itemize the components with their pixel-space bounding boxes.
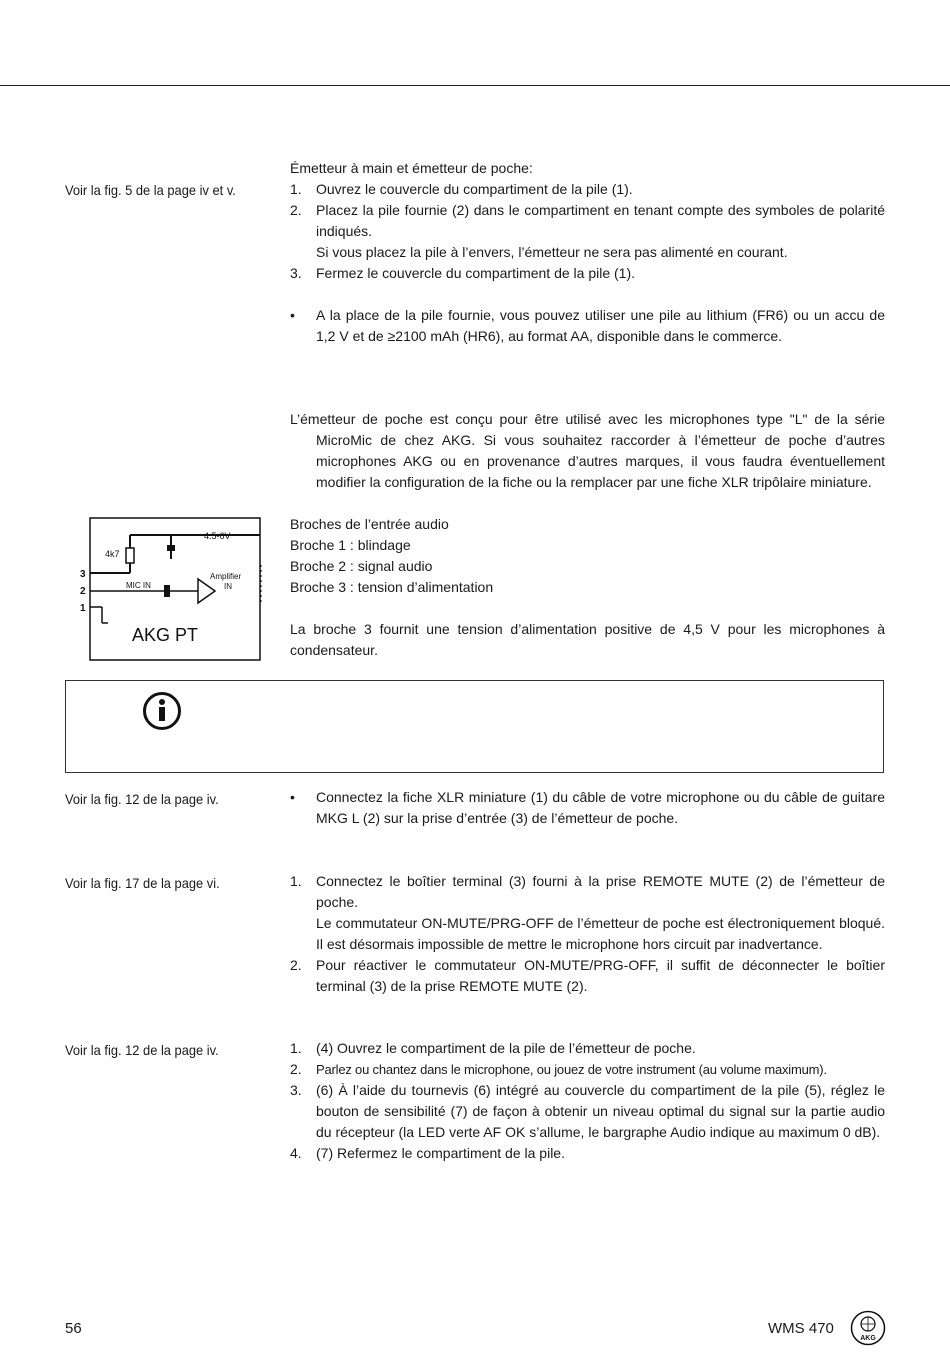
bullet-text: Connectez la fiche XLR miniature (1) du câble de votre microphone ou du câble de guitare MKG L (2) sur la prise d’entrée (3) de l’émetteur de poche. bbox=[316, 789, 885, 826]
step-number: 2. bbox=[290, 957, 302, 973]
pin-2: Broche 2 : signal audio bbox=[290, 558, 433, 574]
page-number: 56 bbox=[65, 1320, 82, 1337]
bullet-text: A la place de la pile fournie, vous pouvez utiliser une pile au lithium (FR6) ou un accu de 1,2 V et de ≥2100 mAh (HR6), au format AA, disponible dans le commerce. bbox=[316, 307, 885, 344]
step-text: Placez la pile fournie (2) dans le compartiment en tenant compte des symboles de polarité indiqués. bbox=[316, 202, 885, 239]
voltage-label: 4.5-6V bbox=[204, 531, 231, 541]
step-number: 1. bbox=[290, 181, 302, 197]
step-number: 3. bbox=[290, 265, 302, 281]
info-icon bbox=[142, 691, 182, 731]
model-name: WMS 470 bbox=[768, 1320, 834, 1337]
logo-text: AKG bbox=[860, 1335, 876, 1342]
brand-label: AKG PT bbox=[132, 625, 199, 645]
battery-section bbox=[290, 158, 885, 347]
step-number: 1. bbox=[290, 873, 302, 889]
list-item bbox=[290, 1143, 885, 1164]
resistor-label: 4k7 bbox=[105, 549, 120, 559]
battery-intro: Émetteur à main et émetteur de poche: bbox=[290, 160, 533, 176]
list-item bbox=[290, 1038, 885, 1059]
list-item bbox=[290, 1080, 885, 1143]
list-item bbox=[290, 1059, 885, 1080]
bullet-item bbox=[290, 305, 885, 347]
list-item bbox=[290, 955, 885, 997]
bullet-item bbox=[290, 787, 885, 829]
step-text: Pour réactiver le commutateur ON-MUTE/PRG-OFF, il suffit de déconnecter le boîtier terminal (3) de la prise REMOTE MUTE (2). bbox=[316, 957, 885, 994]
step-text: (6) À l’aide du tournevis (6) intégré au couvercle du compartiment de la pile (5), réglez le bouton de sensibilité (7) de façon à obtenir un niveau optimal du signal sur la partie audio du récepteur (la LED verte AF OK s’allume, le bargraphe Audio indique au maximum 0 dB). bbox=[316, 1082, 885, 1140]
step-text: (4) Ouvrez le compartiment de la pile de l’émetteur de poche. bbox=[316, 1040, 696, 1056]
connect-section bbox=[290, 787, 885, 829]
mic-paragraph: L’émetteur de poche est conçu pour être utilisé avec les microphones type "L" de la série MicroMic de chez AKG. Si vous souhaitez raccorder à l’émetteur de poche d’autres microphones AKG ou en provenance d’autres marques, il vous faudra éventuellement modifier la configuration de la fiche ou la remplacer par une fiche XLR tripôlaire miniature. bbox=[290, 411, 885, 490]
side-note-fig5: Voir la fig. 5 de la page iv et v. bbox=[65, 182, 236, 198]
side-note-fig12-b: Voir la fig. 12 de la page iv. bbox=[65, 1042, 219, 1058]
pin2-label: 2 bbox=[80, 586, 86, 597]
step-extra: Le commutateur ON-MUTE/PRG-OFF de l’émetteur de poche est électroniquement bloqué. Il est désormais impossible de mettre le microphone hors circuit par inadvertance. bbox=[316, 915, 885, 952]
step-number: 2. bbox=[290, 202, 302, 218]
sensitivity-section bbox=[290, 1038, 885, 1164]
step-text: Ouvrez le couvercle du compartiment de la pile (1). bbox=[316, 181, 633, 197]
mic-section bbox=[290, 409, 885, 493]
step-number: 4. bbox=[290, 1145, 302, 1161]
supply-tap-block bbox=[167, 545, 175, 551]
header-rule bbox=[0, 85, 950, 86]
side-note-fig12: Voir la fig. 12 de la page iv. bbox=[65, 791, 219, 807]
step-number: 1. bbox=[290, 1040, 302, 1056]
input-circuit-diagram bbox=[80, 515, 270, 663]
pin-1: Broche 1 : blindage bbox=[290, 537, 411, 553]
capacitor bbox=[164, 585, 170, 597]
amplifier-symbol bbox=[198, 579, 215, 603]
pin-3: Broche 3 : tension d’alimentation bbox=[290, 579, 494, 595]
step-text: Connectez le boîtier terminal (3) fourni à la prise REMOTE MUTE (2) de l’émetteur de poche. bbox=[316, 873, 885, 910]
amp-in-label: IN bbox=[224, 582, 232, 591]
step-text: Fermez le couvercle du compartiment de la pile (1). bbox=[316, 265, 636, 281]
bullet-mark: • bbox=[290, 789, 295, 805]
pins-section bbox=[290, 514, 885, 661]
side-note-fig17: Voir la fig. 17 de la page vi. bbox=[65, 875, 220, 891]
step-extra: Si vous placez la pile à l’envers, l’émetteur ne sera pas alimenté en courant. bbox=[316, 244, 788, 260]
akg-logo-icon bbox=[850, 1310, 886, 1346]
pins-title: Broches de l’entrée audio bbox=[290, 516, 449, 532]
list-item bbox=[290, 200, 885, 242]
list-item bbox=[290, 179, 885, 200]
remote-section bbox=[290, 871, 885, 997]
micin-label: MIC IN bbox=[126, 581, 151, 590]
pin-note: La broche 3 fournit une tension d’alimentation positive de 4,5 V pour les microphones à condensateur. bbox=[290, 621, 885, 658]
list-item bbox=[290, 263, 885, 284]
info-note-box bbox=[65, 680, 884, 773]
bullet-mark: • bbox=[290, 307, 295, 323]
step-text: Parlez ou chantez dans le microphone, ou jouez de votre instrument (au volume maximum). bbox=[316, 1062, 827, 1077]
step-number: 3. bbox=[290, 1082, 302, 1098]
resistor bbox=[126, 548, 134, 563]
amp-label: Amplifier bbox=[210, 572, 242, 581]
step-text: (7) Refermez le compartiment de la pile. bbox=[316, 1145, 565, 1161]
list-item bbox=[290, 871, 885, 913]
pin1-label: 1 bbox=[80, 603, 86, 614]
pin3-label: 3 bbox=[80, 569, 86, 580]
step-number: 2. bbox=[290, 1061, 302, 1077]
